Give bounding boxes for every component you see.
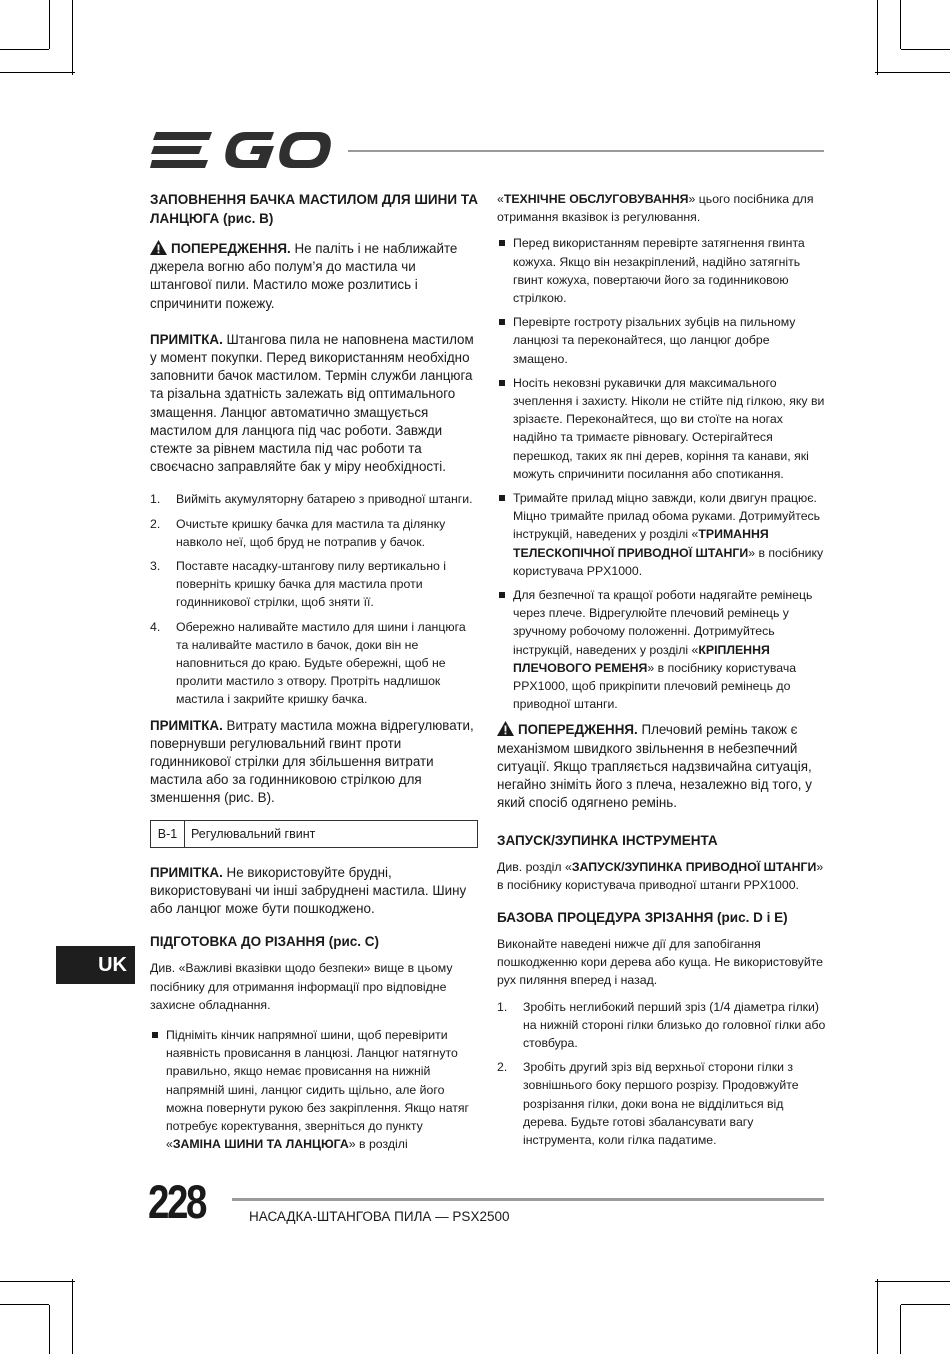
crop-mark xyxy=(0,1304,49,1305)
bullet-icon xyxy=(499,592,505,598)
bullet-bold: ТРИМАННЯ ТЕЛЕСКОПІЧНОЇ ПРИВОДНОЇ ШТАНГИ xyxy=(513,527,769,560)
language-tab: UK xyxy=(56,946,135,984)
table-key: B-1 xyxy=(151,821,185,847)
warning-oil xyxy=(150,240,478,313)
crop-mark xyxy=(900,0,901,49)
step-text: Очистьте кришку бачка для мастила та ділянку навколо неї, щоб бруд не потрапив у бачок. xyxy=(176,516,446,549)
step-number: 2. xyxy=(497,1060,508,1075)
start-text xyxy=(497,858,827,894)
footer-rule xyxy=(232,1198,824,1201)
bullet-text: Для безпечної та кращої роботи надягайте ремінець через плече. Відрегулюйте плечовий ремінець у зручному робочому положенні. Дотримуйтесь інструкцій, наведених у розділі « xyxy=(513,588,813,657)
crop-mark xyxy=(49,1305,50,1354)
list-item xyxy=(150,557,478,612)
bullet-icon xyxy=(499,380,505,386)
crop-mark xyxy=(72,0,73,75)
crop-mark xyxy=(877,0,878,75)
step-text: Зробіть неглибокий перший зріз (1/4 діаметра гілки) на нижній стороні гілки близько до головної гілки або стовбура. xyxy=(523,999,826,1050)
bullet-text: Носіть нековзні рукавички для максимального зчеплення і захисту. Ніколи не стійте під гілкою, яку ви зрізаєте. Переконайтеся, що ви стоїте на ногах надійно та тримаєте рівновагу. Остерігайтеся перешкод, таких як пні дерев, коріння та канави, які можуть спричинити посилання або спотикання. xyxy=(513,375,825,481)
warning-text: Плечовий ремінь також є механізмом швидкого звільнення в небезпечний ситуації. Якщо трапляється надзвичайна ситуація, негайно зніміть його з плеча, незалежно від того, у який спосіб одягнено ремінь. xyxy=(497,722,812,811)
safety-bullets xyxy=(497,234,827,713)
list-item xyxy=(150,1026,478,1153)
step-number: 4. xyxy=(150,619,161,634)
step-text: Поставте насадку-штангову пилу вертикально і поверніть кришку бачка для мастила проти годинникової стрілки, щоб зняти її. xyxy=(176,559,447,610)
note-oil-3 xyxy=(150,864,478,919)
cut-intro: Виконайте наведені нижче дії для запобігання пошкодженню кори дерева або куща. Не використовуйте рух пиляння вперед і назад. xyxy=(497,936,824,988)
reference-table xyxy=(150,820,478,848)
bullet-icon xyxy=(499,240,505,246)
table-value: Регулювальний гвинт xyxy=(191,826,316,841)
crop-mark xyxy=(0,1281,75,1282)
bullet-text: Перевірте гостроту різальних зубців на пильному ланцюзі та переконайтеся, що ланцюг добре змащено. xyxy=(513,315,796,366)
list-item xyxy=(497,586,827,713)
section-title-oil: ЗАПОВНЕННЯ БАЧКА МАСТИЛОМ ДЛЯ ШИНИ ТА ЛАНЦЮГА (рис. B) xyxy=(150,192,478,226)
note-text: Не використовуйте брудні, використовувані чи інші забруднені мастила. Шину або ланцюг може бути пошкоджено. xyxy=(150,864,467,917)
prep-intro: Див. «Важливі вказівки щодо безпеки» вище в цьому посібнику для отримання інформації про відповідне захисне обладнання. xyxy=(150,961,453,1012)
note-oil-2 xyxy=(150,717,478,808)
list-item xyxy=(497,234,827,307)
step-number: 2. xyxy=(150,516,161,531)
warning-strap xyxy=(497,721,827,812)
crop-mark xyxy=(877,1279,878,1354)
list-item xyxy=(497,374,827,483)
warning-label: ПОПЕРЕДЖЕННЯ. xyxy=(171,241,291,256)
right-column xyxy=(497,190,827,1155)
bullet-icon xyxy=(152,1032,158,1038)
start-post: » в посібнику користувача приводної штанги PPX1000. xyxy=(497,859,824,892)
step-text: Зробіть другий зріз від верхньої сторони гілки з зовнішнього боку першого розрізу. Продовжуйте розрізання гілки, доки вона не відділиться від дерева. Будьте готові збалансувати вагу інструмента, коли гілка падатиме. xyxy=(523,1060,799,1147)
bullet-icon xyxy=(499,495,505,501)
section-title-cut: БАЗОВА ПРОЦЕДУРА ЗРІЗАННЯ (рис. D і E) xyxy=(497,909,788,925)
step-text: Вийміть акумуляторну батарею з приводної штанги. xyxy=(176,492,473,507)
warning-label: ПОПЕРЕДЖЕННЯ. xyxy=(518,722,638,738)
crop-mark xyxy=(875,1281,950,1282)
page-number: 228 xyxy=(148,1175,205,1228)
bullet-text: Тримайте прилад міцно завжди, коли двигун працює. Міцно тримайте прилад обома руками. Дотримуйтесь інструкцій, наведених у розділі « xyxy=(513,491,821,542)
continued-text xyxy=(497,190,827,226)
step-text: Обережно наливайте мастило для шини і ланцюга та наливайте мастило в бачок, доки він не наповниться до краю. Будьте обережні, щоб не пролити мастило з отвору. Протріть надлишок мастила і закрийте кришку бачка. xyxy=(176,619,466,707)
note-oil-1 xyxy=(150,331,478,477)
start-bold: ЗАПУСК/ЗУПИНКА ПРИВОДНОЇ ШТАНГИ xyxy=(571,859,817,874)
ego-logo xyxy=(150,128,332,172)
oil-steps xyxy=(150,490,478,708)
crop-mark xyxy=(72,1279,73,1354)
bullet-tail: » в посібнику користувача PPX1000. xyxy=(513,545,824,578)
bullet-bold: КРІПЛЕННЯ ПЛЕЧОВОГО РЕМЕНЯ xyxy=(513,642,770,675)
warning-icon xyxy=(150,240,167,255)
ref-bold: ТЕХНІЧНЕ ОБСЛУГОВУВАННЯ xyxy=(503,192,689,206)
list-item xyxy=(497,489,827,580)
crop-mark xyxy=(900,1305,901,1354)
bullet-text: Підніміть кінчик напрямної шини, щоб перевірити наявність провисання в ланцюзі. Ланцюг натягнуто правильно, якщо немає провисання на нижній напрямній шині, ланцюг сидить щільно, але його можна повернути рукою без закріплення. Якщо натяг потребує коректування, зверніться до пункту « xyxy=(166,1027,470,1152)
step-number: 1. xyxy=(497,999,508,1014)
crop-mark xyxy=(49,0,50,49)
warning-text: Не паліть і не наближайте джерела вогню або полум’я до мастила чи штангової пили. Мастило може розлитись і спричинити пожежу. xyxy=(150,241,458,311)
bullet-bold: ЗАМІНА ШИНИ ТА ЛАНЦЮГА xyxy=(172,1137,349,1152)
crop-mark xyxy=(901,49,950,50)
crop-mark xyxy=(901,1304,950,1305)
cut-steps xyxy=(497,998,827,1150)
note-label: ПРИМІТКА. xyxy=(150,864,223,880)
note-label: ПРИМІТКА. xyxy=(150,717,223,733)
header-rule xyxy=(348,150,824,152)
note-text: Штангова пила не наповнена мастилом у момент покупки. Перед використанням необхідно заповнити бачок мастилом. Термін служби ланцюга та різальна здатність залежать від оптимального змащення. Ланцюг автоматично змащується мастилом для ланцюга під час роботи. Завжди стежте за рівнем мастила під час роботи та своєчасно заправляйте бак у міру необхідності. xyxy=(150,331,474,475)
ref-tail: » цього посібника для отримання вказівок із регулювання. xyxy=(497,192,814,225)
warning-icon xyxy=(497,721,514,736)
prep-bullets xyxy=(150,1026,478,1153)
start-pre: Див. розділ « xyxy=(497,859,572,874)
crop-mark xyxy=(0,72,75,73)
list-item xyxy=(497,313,827,368)
section-title-prep: ПІДГОТОВКА ДО РІЗАННЯ (рис. C) xyxy=(150,934,380,950)
step-number: 3. xyxy=(150,559,161,574)
note-label: ПРИМІТКА. xyxy=(150,331,223,347)
bullet-tail: » в розділі xyxy=(348,1137,408,1152)
bullet-tail: » в посібнику користувача PPX1000, щоб прикріпити плечовий ремінець до приводної штанги. xyxy=(513,660,797,712)
list-item xyxy=(497,1058,827,1149)
left-column xyxy=(150,190,478,1159)
step-number: 1. xyxy=(150,492,161,507)
quote-open: « xyxy=(497,192,504,206)
list-item xyxy=(150,618,478,709)
footer-title: НАСАДКА-ШТАНГОВА ПИЛА — PSX2500 xyxy=(249,1209,510,1224)
bullet-text: Перед використанням перевірте затягнення гвинта кожуха. Якщо він незакріплений, надійно затягніть гвинт кожуха, повертаючи його за годинниковою стрілкою. xyxy=(513,236,805,306)
bullet-icon xyxy=(499,319,505,325)
list-item xyxy=(150,515,478,551)
crop-mark xyxy=(875,72,950,73)
list-item xyxy=(150,490,478,508)
note-text: Витрату мастила можна відрегулювати, повернувши регулювальний гвинт проти годинникової стрілки для збільшення витрати мастила або за годинниковою стрілкою для зменшення (рис. B). xyxy=(150,717,474,806)
list-item xyxy=(497,998,827,1053)
section-title-start: ЗАПУСК/ЗУПИНКА ІНСТРУМЕНТА xyxy=(497,832,718,848)
crop-mark xyxy=(0,49,49,50)
